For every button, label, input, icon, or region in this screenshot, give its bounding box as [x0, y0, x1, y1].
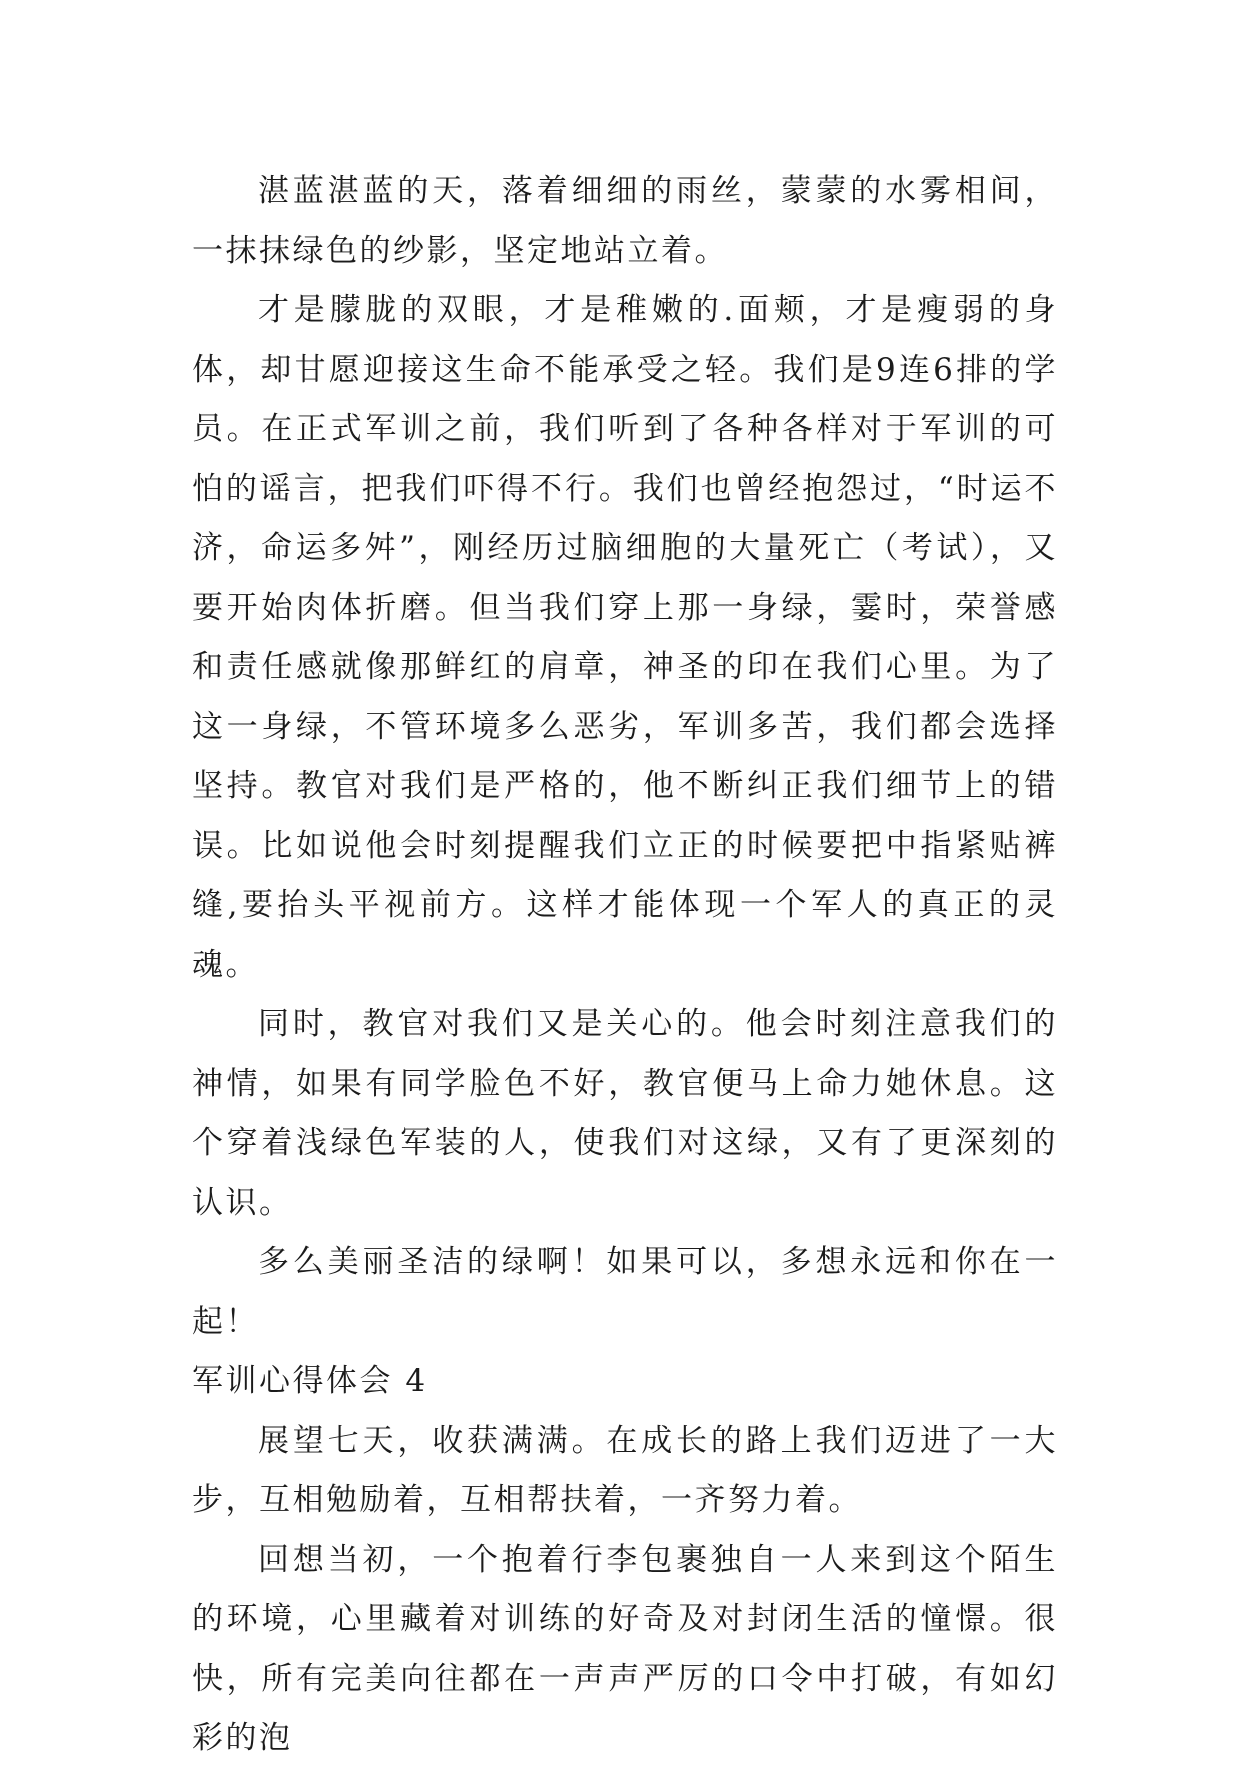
paragraph-recollection: 回想当初，一个抱着行李包裹独自一人来到这个陌生的环境，心里藏着对训练的好奇及对封闭生活的憧憬。很快，所有完美向往都在一声声严厉的口令中打破，有如幻彩的泡 [192, 1541, 1058, 1756]
paragraph-seven-days: 展望七天，收获满满。在成长的路上我们迈进了一大步，互相勉励着，互相帮扶着，一齐努力着。 [192, 1422, 1058, 1518]
paragraph-training-strictness: 才是朦胧的双眼，才是稚嫩的.面颊，才是瘦弱的身体，却甘愿迎接这生命不能承受之轻。我们是9连6排的学员。在正式军训之前，我们听到了各种各样对于军训的可怕的谣言，把我们吓得不行。我们也曾经抱怨过，“时运不济，命运多舛”，刚经历过脑细胞的大量死亡（考试），又要开始肉体折磨。但当我们穿上那一身绿，霎时，荣誉感和责任感就像那鲜红的肩章，神圣的印在我们心里。为了这一身绿，不管环境多么恶劣，军训多苦，我们都会选择坚持。教官对我们是严格的，他不断纠正我们细节上的错误。比如说他会时刻提醒我们立正的时候要把中指紧贴裤缝,要抬头平视前方。这样才能体现一个军人的真正的灵魂。 [192, 292, 1058, 983]
document-body [192, 162, 1058, 1769]
paragraph-rain-scene: 湛蓝湛蓝的天，落着细细的雨丝，蒙蒙的水雾相间，一抹抹绿色的纱影，坚定地站立着。 [192, 173, 1058, 269]
paragraph-instructor-care: 同时，教官对我们又是关心的。他会时刻注意我们的神情，如果有同学脸色不好，教官便马上命力她休息。这个穿着浅绿色军装的人，使我们对这绿，又有了更深刻的认识。 [192, 1006, 1058, 1221]
section-heading: 军训心得体会 4 [192, 1363, 428, 1399]
paragraph-green-praise: 多么美丽圣洁的绿啊！如果可以，多想永远和你在一起！ [192, 1244, 1058, 1340]
